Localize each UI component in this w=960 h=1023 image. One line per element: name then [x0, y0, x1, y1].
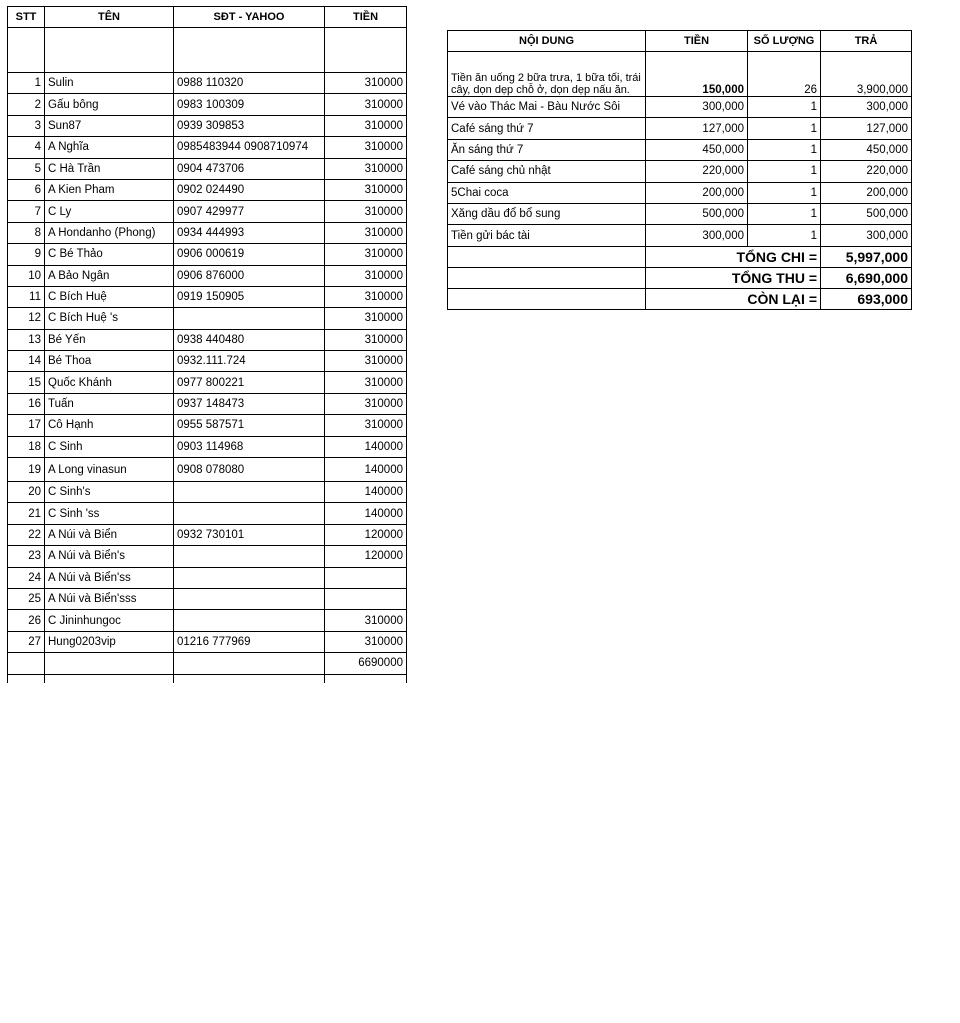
table-row [8, 436, 407, 457]
amount-cell: 310000 [325, 631, 407, 652]
phone-cell: 0938 440480 [174, 329, 325, 350]
amount-cell: 310000 [325, 137, 407, 158]
tail-row [8, 674, 407, 683]
expense-paid: 300,000 [821, 97, 912, 118]
stt-cell: 3 [8, 115, 45, 136]
expense-quantity: 1 [748, 182, 821, 203]
phone-cell: 0932.111.724 [174, 351, 325, 372]
phone-cell: 0907 429977 [174, 201, 325, 222]
header-amount: TIỀN [325, 7, 407, 28]
header-phone: SĐT - YAHOO [174, 7, 325, 28]
stt-cell: 10 [8, 265, 45, 286]
phone-cell: 0988 110320 [174, 73, 325, 94]
phone-cell: 0939 309853 [174, 115, 325, 136]
header-name: TÊN [45, 7, 174, 28]
phone-cell [174, 503, 325, 524]
expense-amount: 200,000 [646, 182, 748, 203]
table-row [8, 158, 407, 179]
blank-row [8, 28, 407, 73]
expense-paid: 220,000 [821, 161, 912, 182]
amount-cell: 120000 [325, 546, 407, 567]
expense-content: Tiền gửi bác tài [448, 225, 646, 246]
amount-cell: 140000 [325, 482, 407, 503]
phone-cell: 0919 150905 [174, 286, 325, 307]
members-header-row [8, 7, 407, 28]
table-row [8, 458, 407, 482]
expense-amount: 220,000 [646, 161, 748, 182]
name-cell: C Bích Huệ 's [45, 308, 174, 329]
amount-cell: 140000 [325, 458, 407, 482]
amount-cell: 140000 [325, 436, 407, 457]
amount-cell: 310000 [325, 286, 407, 307]
summary-row [448, 246, 912, 267]
expense-quantity: 1 [748, 203, 821, 224]
table-row [8, 94, 407, 115]
expense-amount: 150,000 [646, 52, 748, 97]
amount-cell: 310000 [325, 393, 407, 414]
name-cell: Hung0203vip [45, 631, 174, 652]
expense-quantity: 1 [748, 225, 821, 246]
phone-cell: 0908 078080 [174, 458, 325, 482]
table-row [8, 201, 407, 222]
name-cell: Tuấn [45, 393, 174, 414]
name-cell: C Sinh [45, 436, 174, 457]
phone-cell: 0983 100309 [174, 94, 325, 115]
phone-cell [174, 546, 325, 567]
phone-cell: 0932 730101 [174, 524, 325, 545]
phone-cell: 0955 587571 [174, 415, 325, 436]
expense-amount: 450,000 [646, 139, 748, 160]
header-expense-amount: TIỀN [646, 31, 748, 52]
amount-cell: 310000 [325, 179, 407, 200]
expense-row [448, 225, 912, 246]
summary-value: 5,997,000 [821, 246, 912, 267]
summary-label: TỔNG THU = [646, 267, 821, 288]
name-cell: C Sinh's [45, 482, 174, 503]
name-cell: A Núi và Biển [45, 524, 174, 545]
name-cell: Bé Thoa [45, 351, 174, 372]
stt-cell: 13 [8, 329, 45, 350]
expense-row [448, 139, 912, 160]
expense-paid: 3,900,000 [821, 52, 912, 97]
members-table [7, 6, 407, 683]
table-row [8, 265, 407, 286]
name-cell: A Kien Pham [45, 179, 174, 200]
header-paid: TRẢ [821, 31, 912, 52]
phone-cell: 0977 800221 [174, 372, 325, 393]
name-cell: C Bích Huệ [45, 286, 174, 307]
amount-cell: 310000 [325, 115, 407, 136]
amount-cell [325, 567, 407, 588]
table-row [8, 351, 407, 372]
phone-cell [174, 482, 325, 503]
table-row [8, 137, 407, 158]
stt-cell: 1 [8, 73, 45, 94]
stt-cell: 25 [8, 588, 45, 609]
header-stt: STT [8, 7, 45, 28]
expense-paid: 127,000 [821, 118, 912, 139]
amount-cell: 310000 [325, 308, 407, 329]
table-row [8, 415, 407, 436]
expense-paid: 200,000 [821, 182, 912, 203]
name-cell: A Núi và Biển'ss [45, 567, 174, 588]
expense-content: Ăn sáng thứ 7 [448, 139, 646, 160]
summary-label: CÒN LẠI = [646, 288, 821, 309]
name-cell: Sulin [45, 73, 174, 94]
stt-cell: 21 [8, 503, 45, 524]
expense-content: Xăng dầu đổ bổ sung [448, 203, 646, 224]
stt-cell: 14 [8, 351, 45, 372]
name-cell: A Núi và Biển's [45, 546, 174, 567]
expense-quantity: 1 [748, 139, 821, 160]
stt-cell: 27 [8, 631, 45, 652]
phone-cell: 0985483944 0908710974 [174, 137, 325, 158]
name-cell: C Ly [45, 201, 174, 222]
name-cell: Gấu bông [45, 94, 174, 115]
phone-cell [174, 610, 325, 631]
stt-cell: 7 [8, 201, 45, 222]
table-row [8, 222, 407, 243]
expense-quantity: 1 [748, 97, 821, 118]
stt-cell: 19 [8, 458, 45, 482]
table-row [8, 308, 407, 329]
stt-cell: 22 [8, 524, 45, 545]
name-cell: A Bảo Ngân [45, 265, 174, 286]
amount-cell: 310000 [325, 329, 407, 350]
expense-paid: 300,000 [821, 225, 912, 246]
expense-row [448, 97, 912, 118]
phone-cell [174, 567, 325, 588]
phone-cell [174, 588, 325, 609]
amount-cell: 310000 [325, 158, 407, 179]
name-cell: A Núi và Biển'sss [45, 588, 174, 609]
table-row [8, 503, 407, 524]
expense-row [448, 203, 912, 224]
expense-quantity: 1 [748, 161, 821, 182]
stt-cell: 17 [8, 415, 45, 436]
empty-cell [45, 653, 174, 674]
total-row [8, 653, 407, 674]
stt-cell: 6 [8, 179, 45, 200]
name-cell: A Hondanho (Phong) [45, 222, 174, 243]
expense-row [448, 182, 912, 203]
header-quantity: SỐ LƯỢNG [748, 31, 821, 52]
header-content: NỘI DUNG [448, 31, 646, 52]
name-cell: C Bé Thảo [45, 244, 174, 265]
summary-value: 6,690,000 [821, 267, 912, 288]
expense-amount: 300,000 [646, 97, 748, 118]
table-row [8, 329, 407, 350]
stt-cell: 4 [8, 137, 45, 158]
amount-cell [325, 588, 407, 609]
name-cell: Sun87 [45, 115, 174, 136]
empty-cell [8, 674, 45, 683]
table-row [8, 567, 407, 588]
table-row [8, 286, 407, 307]
amount-cell: 310000 [325, 372, 407, 393]
name-cell: Bé Yến [45, 329, 174, 350]
total-amount: 6690000 [325, 653, 407, 674]
stt-cell: 15 [8, 372, 45, 393]
expense-content: Café sáng thứ 7 [448, 118, 646, 139]
amount-cell: 310000 [325, 244, 407, 265]
table-row [8, 482, 407, 503]
expense-paid: 500,000 [821, 203, 912, 224]
expense-row [448, 118, 912, 139]
stt-cell: 8 [8, 222, 45, 243]
expenses-header-row [448, 31, 912, 52]
phone-cell: 0903 114968 [174, 436, 325, 457]
expense-quantity: 1 [748, 118, 821, 139]
stt-cell: 16 [8, 393, 45, 414]
amount-cell: 310000 [325, 201, 407, 222]
amount-cell: 310000 [325, 222, 407, 243]
empty-cell [174, 653, 325, 674]
table-row [8, 393, 407, 414]
name-cell: A Long vinasun [45, 458, 174, 482]
table-row [8, 179, 407, 200]
empty-cell [448, 288, 646, 309]
name-cell: A Nghĩa [45, 137, 174, 158]
empty-cell [45, 674, 174, 683]
amount-cell: 310000 [325, 415, 407, 436]
empty-cell [448, 267, 646, 288]
table-row [8, 115, 407, 136]
empty-cell [448, 246, 646, 267]
amount-cell: 310000 [325, 351, 407, 372]
name-cell: C Sinh 'ss [45, 503, 174, 524]
phone-cell: 0934 444993 [174, 222, 325, 243]
expense-row [448, 52, 912, 97]
stt-cell: 18 [8, 436, 45, 457]
stt-cell: 9 [8, 244, 45, 265]
table-row [8, 546, 407, 567]
amount-cell: 140000 [325, 503, 407, 524]
amount-cell: 310000 [325, 265, 407, 286]
empty-cell [325, 674, 407, 683]
stt-cell: 11 [8, 286, 45, 307]
summary-row [448, 267, 912, 288]
table-row [8, 524, 407, 545]
amount-cell: 310000 [325, 610, 407, 631]
expense-paid: 450,000 [821, 139, 912, 160]
expense-amount: 127,000 [646, 118, 748, 139]
table-row [8, 588, 407, 609]
phone-cell: 0906 876000 [174, 265, 325, 286]
stt-cell: 2 [8, 94, 45, 115]
expense-row [448, 161, 912, 182]
expense-amount: 300,000 [646, 225, 748, 246]
name-cell: C Jininhungoc [45, 610, 174, 631]
stt-cell: 24 [8, 567, 45, 588]
expense-content: Vé vào Thác Mai - Bàu Nước Sôi [448, 97, 646, 118]
stt-cell: 26 [8, 610, 45, 631]
empty-cell [8, 653, 45, 674]
table-row [8, 610, 407, 631]
table-row [8, 372, 407, 393]
table-row [8, 631, 407, 652]
amount-cell: 310000 [325, 73, 407, 94]
empty-cell [174, 674, 325, 683]
phone-cell [174, 308, 325, 329]
phone-cell: 01216 777969 [174, 631, 325, 652]
stt-cell: 5 [8, 158, 45, 179]
phone-cell: 0902 024490 [174, 179, 325, 200]
stt-cell: 23 [8, 546, 45, 567]
name-cell: Quốc Khánh [45, 372, 174, 393]
stt-cell: 12 [8, 308, 45, 329]
name-cell: Cô Hạnh [45, 415, 174, 436]
phone-cell: 0906 000619 [174, 244, 325, 265]
summary-value: 693,000 [821, 288, 912, 309]
phone-cell: 0937 148473 [174, 393, 325, 414]
expense-content: Tiền ăn uống 2 bữa trưa, 1 bữa tối, trái cây, dọn dẹp chỗ ở, dọn dẹp nấu ăn. [448, 52, 646, 97]
stt-cell: 20 [8, 482, 45, 503]
expense-content: 5Chai coca [448, 182, 646, 203]
table-row [8, 73, 407, 94]
phone-cell: 0904 473706 [174, 158, 325, 179]
table-row [8, 244, 407, 265]
expense-quantity: 26 [748, 52, 821, 97]
expense-content: Café sáng chủ nhật [448, 161, 646, 182]
expense-amount: 500,000 [646, 203, 748, 224]
amount-cell: 310000 [325, 94, 407, 115]
name-cell: C Hà Trần [45, 158, 174, 179]
expenses-table [447, 30, 912, 310]
summary-row [448, 288, 912, 309]
summary-label: TỔNG CHI = [646, 246, 821, 267]
amount-cell: 120000 [325, 524, 407, 545]
